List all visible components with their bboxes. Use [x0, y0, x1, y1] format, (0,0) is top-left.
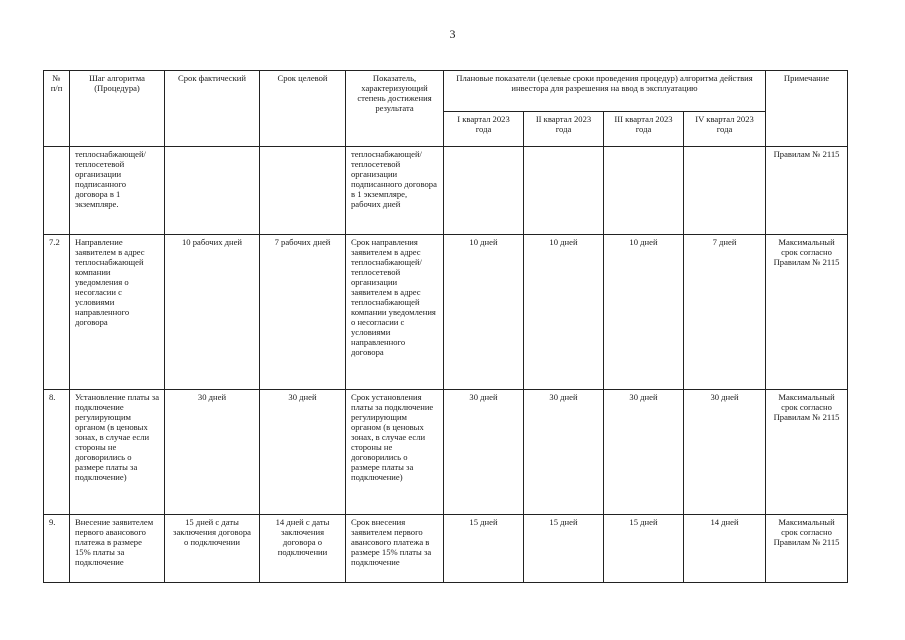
header-note: Примечание	[766, 71, 848, 147]
header-q2: II квартал 2023 года	[524, 112, 604, 147]
procedure-table	[43, 70, 848, 583]
cell-note: Максимальный срок согласно Правилам № 2115	[766, 235, 848, 390]
cell-actual: 15 дней с даты заключения договора о подключении	[165, 515, 260, 583]
cell-indicator: Срок установления платы за подключение регулирующим органом (в ценовых зонах, в случае если стороны не договорились о размере платы за подключение)	[346, 390, 444, 515]
table-row	[44, 235, 848, 390]
table-row	[44, 147, 848, 235]
header-q1: I квартал 2023 года	[444, 112, 524, 147]
header-num: № п/п	[44, 71, 70, 147]
cell-q2: 15 дней	[524, 515, 604, 583]
table-row	[44, 515, 848, 583]
cell-q3: 30 дней	[604, 390, 684, 515]
header-q4: IV квартал 2023 года	[684, 112, 766, 147]
header-plan-group: Плановые показатели (целевые сроки проведения процедур) алгоритма действия инвестора для разрешения на ввод в эксплуатацию	[444, 71, 766, 112]
cell-q2: 30 дней	[524, 390, 604, 515]
cell-q4: 30 дней	[684, 390, 766, 515]
cell-indicator: Срок внесения заявителем первого авансового платежа в размере 15% платы за подключение	[346, 515, 444, 583]
page-number: 3	[449, 27, 456, 41]
cell-target: 14 дней с даты заключения договора о подключении	[260, 515, 346, 583]
cell-step: Установление платы за подключение регулирующим органом (в ценовых зонах, в случае если стороны не договорились о размере платы за подключение)	[70, 390, 165, 515]
cell-actual: 10 рабочих дней	[165, 235, 260, 390]
cell-indicator: теплоснабжающей/ теплосетевой организации подписанного договора в 1 экземпляре, рабочих дней	[346, 147, 444, 235]
cell-num: 9.	[44, 515, 70, 583]
cell-step: теплоснабжающей/ теплосетевой организации подписанного договора в 1 экземпляре.	[70, 147, 165, 235]
header-step: Шаг алгоритма (Процедура)	[70, 71, 165, 147]
header-indicator: Показатель, характеризующий степень достижения результата	[346, 71, 444, 147]
table-row	[44, 390, 848, 515]
cell-actual	[165, 147, 260, 235]
cell-target: 30 дней	[260, 390, 346, 515]
cell-q3	[604, 147, 684, 235]
cell-q3: 15 дней	[604, 515, 684, 583]
cell-step: Внесение заявителем первого авансового платежа в размере 15% платы за подключение	[70, 515, 165, 583]
cell-q2	[524, 147, 604, 235]
cell-num	[44, 147, 70, 235]
cell-num: 7.2	[44, 235, 70, 390]
cell-q1: 30 дней	[444, 390, 524, 515]
cell-q4	[684, 147, 766, 235]
cell-note: Максимальный срок согласно Правилам № 2115	[766, 390, 848, 515]
cell-q4: 7 дней	[684, 235, 766, 390]
cell-q3: 10 дней	[604, 235, 684, 390]
cell-q1	[444, 147, 524, 235]
cell-target	[260, 147, 346, 235]
cell-note: Правилам № 2115	[766, 147, 848, 235]
cell-q2: 10 дней	[524, 235, 604, 390]
cell-num: 8.	[44, 390, 70, 515]
cell-indicator: Срок направления заявителем в адрес теплоснабжающей/ теплосетевой организации заявителем в адрес теплоснабжающей компании уведомления о несогласии с условиями направленного договора	[346, 235, 444, 390]
cell-q1: 10 дней	[444, 235, 524, 390]
cell-q1: 15 дней	[444, 515, 524, 583]
cell-q4: 14 дней	[684, 515, 766, 583]
header-target: Срок целевой	[260, 71, 346, 147]
cell-actual: 30 дней	[165, 390, 260, 515]
cell-step: Направление заявителем в адрес теплоснабжающей компании уведомления о несогласии с условиями направленного договора	[70, 235, 165, 390]
cell-note: Максимальный срок согласно Правилам № 2115	[766, 515, 848, 583]
cell-target: 7 рабочих дней	[260, 235, 346, 390]
header-actual: Срок фактический	[165, 71, 260, 147]
header-q3: III квартал 2023 года	[604, 112, 684, 147]
